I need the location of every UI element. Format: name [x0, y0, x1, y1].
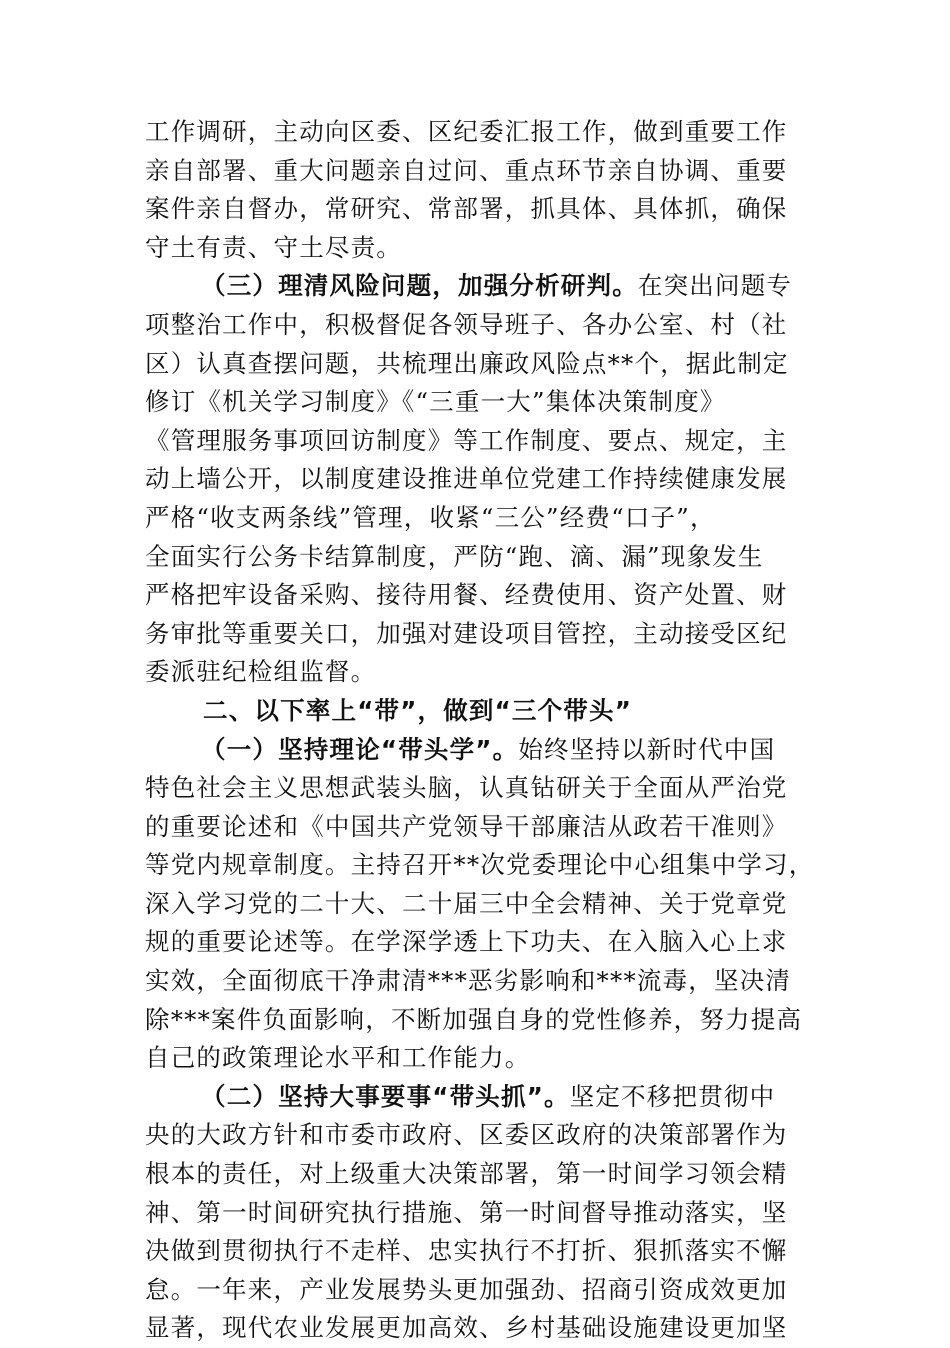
line-text: 自己的政策理论水平和工作能力。: [145, 1043, 531, 1073]
body-line: [145, 190, 807, 229]
line-text: 委派驻纪检组监督。: [145, 657, 377, 687]
body-line: [145, 152, 807, 191]
body-line: [145, 1155, 807, 1194]
body-line: [145, 846, 815, 885]
body-line: [145, 1116, 807, 1155]
body-line: [145, 615, 807, 654]
body-line: [145, 383, 807, 422]
body-line: [145, 885, 807, 924]
line-text: 项整治工作中，积极督促各领导班子、各办公室、村（社: [145, 309, 788, 339]
line-text: 特色社会主义思想武装头脑，认真钻研关于全面从严治党: [145, 773, 788, 803]
line-text: 严格把牢设备采购、接待用餐、经费使用、资产处置、财: [145, 580, 788, 610]
line-text: 决做到贯彻执行不走样、忠实执行不打折、狠抓落实不懈: [145, 1236, 788, 1266]
line-text: 实效，全面彻底干净肃清***恶劣影响和***流毒，坚决清: [145, 966, 792, 996]
line-text: 亲自部署、重大问题亲自过问、重点环节亲自协调、重要: [145, 155, 788, 185]
body-line: [145, 653, 807, 692]
line-text: 区）认真查摆问题，共梳理出廉政风险点**个，据此制定: [145, 348, 789, 378]
line-text: 神、第一时间研究执行措施、第一时间督导推动落实，坚: [145, 1197, 788, 1227]
body-line: [145, 229, 807, 268]
line-text: 规的重要论述等。在学深学透上下功夫、在入脑入心上求: [145, 927, 788, 957]
line-text: 除***案件负面影响，不断加强自身的党性修养，努力提高: [145, 1004, 803, 1034]
body-line: [145, 422, 807, 461]
line-text: 等党内规章制度。主持召开**次党委理论中心组集中学习，: [145, 850, 815, 880]
body-line: [145, 113, 807, 152]
body-line: [145, 576, 807, 615]
body-line: [145, 808, 807, 847]
body-line: [145, 923, 807, 962]
line-text: 坚定不移把贯彻中: [569, 1081, 776, 1111]
body-line: [145, 769, 807, 808]
line-text: 央的大政方针和市委市政府、区委区政府的决策部署作为: [145, 1120, 788, 1150]
body-line: [145, 538, 807, 577]
line-text: 严格“收支两条线”管理，收紧“三公”经费“口子”，: [145, 502, 716, 532]
line-text: 守土有责、守土尽责。: [145, 232, 402, 262]
body-line: [145, 345, 807, 384]
body-line: [145, 962, 807, 1001]
body-line: [145, 460, 807, 499]
body-line: [145, 306, 807, 345]
line-text: 根本的责任，对上级重大决策部署，第一时间学习领会精: [145, 1159, 788, 1189]
body-line: [145, 499, 807, 538]
subsection-title: （三）理清风险问题，加强分析研判。: [201, 271, 638, 301]
section-heading: 二、以下率上“带”，做到“三个带头”: [203, 695, 633, 725]
body-line: [145, 1309, 807, 1348]
subsection-line: [145, 1078, 807, 1117]
line-text: 显著，现代农业发展更加高效、乡村基础设施建设更加坚: [145, 1313, 788, 1343]
line-text: 《管理服务事项回访制度》等工作制度、要点、规定，主: [145, 425, 788, 455]
subsection-line: [145, 267, 807, 306]
body-line: [145, 1194, 807, 1233]
body-line: [145, 1001, 807, 1040]
line-text: 工作调研，主动向区委、区纪委汇报工作，做到重要工作: [145, 117, 788, 146]
line-text: 的重要论述和《中国共产党领导干部廉洁从政若干准则》: [145, 811, 788, 841]
body-line: [145, 1039, 807, 1078]
line-text: 始终坚持以新时代中国: [518, 734, 776, 764]
line-text: 在突出问题专: [637, 271, 793, 301]
line-text: 动上墙公开，以制度建设推进单位党建工作持续健康发展: [145, 464, 788, 494]
line-text: 务审批等重要关口，加强对建设项目管控，主动接受区纪: [145, 618, 788, 648]
body-line: [145, 1271, 807, 1310]
subsection-title: （二）坚持大事要事“带头抓”。: [201, 1081, 570, 1111]
line-text: 修订《机关学习制度》《“三重一大”集体决策制度》: [145, 387, 726, 417]
subsection-line: [145, 731, 807, 770]
line-text: 怠。一年来，产业发展势头更加强劲、招商引资成效更加: [145, 1274, 788, 1304]
document-page: [145, 113, 815, 1348]
line-text: 深入学习党的二十大、二十届三中全会精神、关于党章党: [145, 888, 788, 918]
subsection-title: （一）坚持理论“带头学”。: [201, 734, 519, 764]
body-line: [145, 1232, 807, 1271]
line-text: 案件亲自督办，常研究、常部署，抓具体、具体抓，确保: [145, 194, 788, 224]
line-text: 全面实行公务卡结算制度，严防“跑、滴、漏”现象发生: [145, 541, 764, 571]
